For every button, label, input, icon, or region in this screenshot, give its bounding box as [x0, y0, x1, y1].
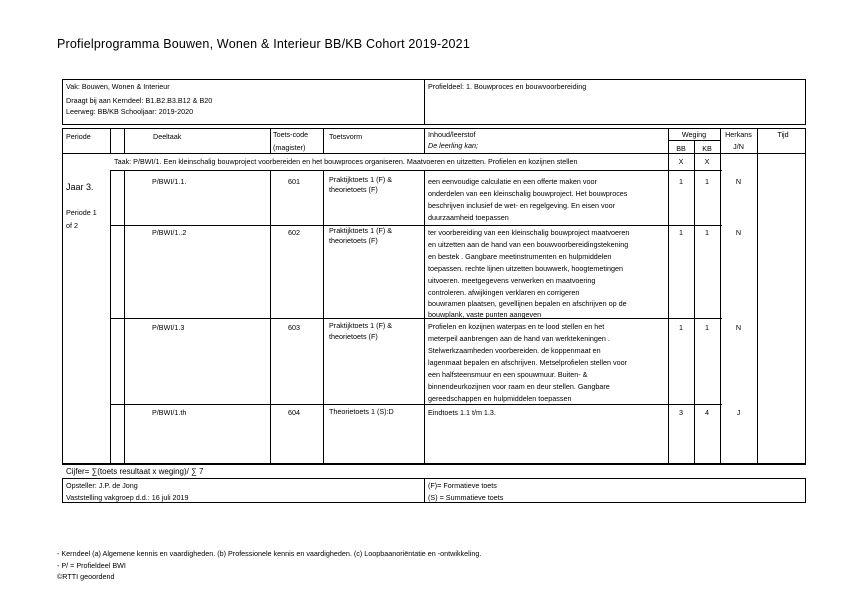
row3-vorm-2: theorietoets (F): [329, 332, 378, 341]
col-line-deeltaak: [124, 128, 125, 153]
opsteller-divider: [424, 478, 425, 503]
row3-kb: 1: [705, 323, 709, 332]
row1-inhoud-4: duurzaamheid toepassen: [428, 213, 509, 222]
footnote-profieldeel: - P/ = Profieldeel BWI: [57, 561, 126, 570]
page-title: Profielprogramma Bouwen, Wonen & Interieur BB/KB Cohort 2019-2021: [57, 37, 470, 51]
header-tijd: Tijd: [777, 130, 789, 139]
row4-herkans: J: [736, 408, 741, 417]
col-line-tijd: [757, 128, 758, 464]
col-line-vorm-b: [323, 170, 324, 464]
row1-vorm-1: Praktijktoets 1 (F) &: [329, 175, 393, 184]
bijdrage-label: Draagt bij aan Kerndeel: B1.B2.B3.B12 & B20: [66, 96, 213, 105]
footnote-kerndeel: - Kerndeel (a) Algemene kennis en vaardigheden. (b) Professionele kennis en vaardigheden. (c) Loopbaanoriëntatie en -ontwikkeling.: [57, 549, 482, 558]
header-kb: KB: [702, 144, 712, 153]
col-line-vorm: [323, 128, 324, 153]
row2-inhoud-8: bouwplank, vaste punten aangeven: [428, 310, 542, 319]
row3-inhoud-7: gereedschappen en hulpmiddelen toepassen: [428, 394, 572, 403]
col-line-inhoud: [424, 128, 425, 153]
cijfer-line: [62, 464, 806, 465]
taak-x-bb: X: [678, 157, 684, 166]
header-herkans: Herkans: [725, 130, 752, 139]
row4-bb: 3: [679, 408, 683, 417]
row4-deeltaak: P/BWI/1.th: [152, 408, 187, 417]
header-magister: (magister): [273, 143, 306, 152]
header-periode: Periode: [66, 132, 91, 141]
header-jn: J/N: [733, 142, 744, 151]
row3-bottom-line: [110, 404, 722, 405]
header-inhoud: Inhoud/leerstof: [428, 130, 476, 139]
header-weging: Weging: [681, 130, 707, 139]
row2-code: 602: [288, 228, 300, 237]
row2-herkans: N: [735, 228, 742, 237]
row4-vorm-1: Theorietoets 1 (S):D: [329, 407, 394, 416]
row1-herkans: N: [735, 177, 742, 186]
row2-inhoud-2: en uitzetten aan de hand van een bouwvoorbereidingstekening: [428, 240, 629, 249]
row3-inhoud-6: binnendeurkozijnen voor raam en deur stellen. Gangbare: [428, 382, 610, 391]
periode-of: of 2: [66, 221, 78, 230]
col-line-deeltaak-b: [124, 170, 125, 464]
row3-inhoud-2: meterpeil aanbrengen aan de hand van werktekeningen .: [428, 334, 610, 343]
taak-x-kb: X: [704, 157, 710, 166]
info-divider: [424, 79, 425, 125]
row3-inhoud-4: lagenmaat bepalen en afschrijven. Metselprofielen stellen voor: [428, 358, 627, 367]
leerweg-label: Leerweg: BB/KB Schooljaar: 2019-2020: [66, 107, 194, 116]
col-line-periode: [110, 128, 111, 153]
row1-inhoud-2: onderdelen van een kleinschalig bouwproject. Het bouwproces: [428, 189, 628, 198]
periode-jaar: Jaar 3.: [66, 182, 94, 192]
row3-vorm-1: Praktijktoets 1 (F) &: [329, 321, 393, 330]
col-line-inhoud-b: [424, 170, 425, 464]
row3-code: 603: [288, 323, 300, 332]
row3-bb: 1: [679, 323, 683, 332]
row4-inhoud-1: Eindtoets 1.1 t/m 1.3.: [428, 408, 496, 417]
taak-bottom-line: [110, 170, 722, 171]
row2-kb: 1: [705, 228, 709, 237]
col-line-code: [270, 128, 271, 153]
vak-label: Vak: Bouwen, Wonen & Interieur: [66, 82, 170, 91]
row2-inhoud-1: ter voorbereiding van een kleinschalig bouwproject maatvoeren: [428, 228, 630, 237]
row3-inhoud-5: een halfsteensmuur en een spouwmuur. Buiten- &: [428, 370, 588, 379]
row1-bottom-line: [110, 225, 722, 226]
opsteller: Opsteller: J.P. de Jong: [66, 481, 138, 490]
row3-inhoud-1: Profielen en kozijnen waterpas en te lood stellen en het: [428, 322, 605, 331]
periode-periode: Periode 1: [66, 208, 97, 217]
header-toetscode: Toets-code: [273, 130, 309, 139]
footnote-rtti: ©RTTI geoordend: [57, 572, 115, 581]
row1-inhoud-1: een eenvoudige calculatie en een offerte maken voor: [428, 177, 597, 186]
vaststelling: Vaststelling vakgroep d.d.: 16 juli 2019: [66, 493, 189, 502]
header-toetsvorm: Toetsvorm: [329, 132, 363, 141]
profieldeel-label: Profieldeel: 1. Bouwproces en bouwvoorbereiding: [428, 82, 587, 91]
row2-vorm-1: Praktijktoets 1 (F) &: [329, 226, 393, 235]
row1-code: 601: [288, 177, 300, 186]
legend-summatief: (S) = Summatieve toets: [428, 493, 504, 502]
taak-text: Taak: P/BWI/1. Een kleinschalig bouwproject voorbereiden en het bouwproces organiseren. Maatvoeren en uitzetten. Profielen en kozijnen stellen: [114, 157, 578, 166]
row1-bb: 1: [679, 177, 683, 186]
row3-herkans: N: [735, 323, 742, 332]
row3-inhoud-3: Stelwerkzaamheden voorbereiden. de koppenmaat en: [428, 346, 601, 355]
row2-deeltaak: P/BWI/1..2: [152, 228, 187, 237]
row2-inhoud-5: uitvoeren. meetgegevens verwerken en maatvoering: [428, 276, 596, 285]
cijfer-formula: Cijfer= ∑(toets resultaat x weging)/ ∑ 7: [66, 467, 204, 476]
row1-inhoud-3: beschrijven inclusief de wet- en regelgeving. En eisen voor: [428, 201, 615, 210]
row1-deeltaak: P/BWI/1.1.: [152, 177, 187, 186]
row1-vorm-2: theorietoets (F): [329, 185, 378, 194]
col-line-periode-b: [110, 170, 111, 464]
row2-inhoud-3: en bestek . Gangbare meetinstrumenten en hulpmiddelen: [428, 252, 612, 261]
col-line-code-b: [270, 170, 271, 464]
row2-bottom-line: [110, 318, 722, 319]
row1-kb: 1: [705, 177, 709, 186]
row2-inhoud-6: controleren. afwijkingen verklaren en corrigeren: [428, 288, 580, 297]
row2-inhoud-7: bouwramen plaatsen, gevellijnen bepalen en afschrijven op de: [428, 299, 627, 308]
header-indeling: De leerling kan;: [428, 141, 478, 150]
row4-code: 604: [288, 408, 300, 417]
row2-vorm-2: theorietoets (F): [329, 236, 378, 245]
row2-bb: 1: [679, 228, 683, 237]
row2-inhoud-4: toepassen. rechte lijnen uitzetten bouwwerk, hoogtemetingen: [428, 264, 623, 273]
row3-deeltaak: P/BWI/1.3: [152, 323, 185, 332]
row4-kb: 4: [705, 408, 709, 417]
header-bb: BB: [676, 144, 686, 153]
header-deeltaak: Deeltaak: [153, 132, 182, 141]
legend-formatief: (F)= Formatieve toets: [428, 481, 497, 490]
